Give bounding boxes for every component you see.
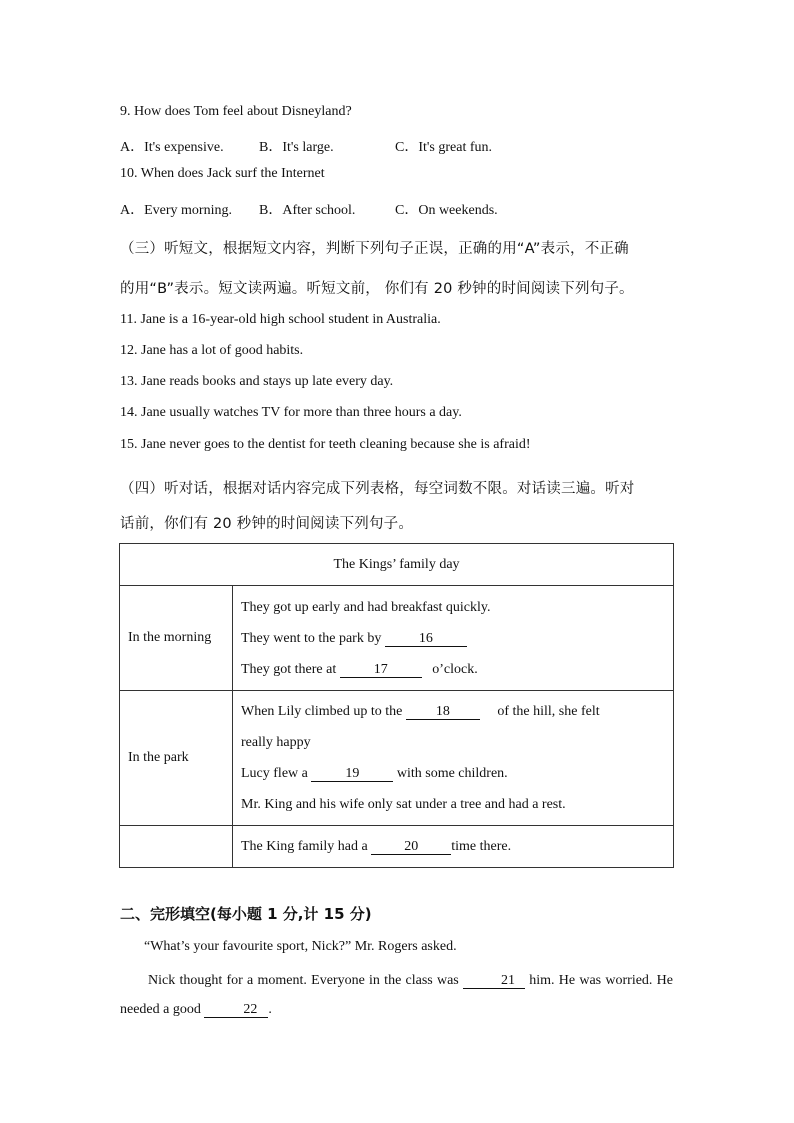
family-day-table [119, 543, 674, 868]
park-line-4: Mr. King and his wife only sat under a tree and had a rest. [241, 797, 566, 812]
option-b: B．After school. [259, 203, 356, 218]
blank-17[interactable]: 17 [340, 663, 422, 678]
morning-line-1: They got up early and had breakfast quickly. [241, 599, 491, 615]
option-c: C．On weekends. [395, 203, 498, 218]
park-line-3: Lucy flew a 19 with some children. [241, 766, 508, 781]
statement-11: 11. Jane is a 16-year-old high school student in Australia. [120, 312, 441, 327]
morning-line-2: They went to the park by 16 [241, 623, 673, 654]
morning-line-3: They got there at 17 o’clock. [241, 661, 478, 677]
blank-18[interactable]: 18 [406, 705, 480, 720]
row-label-morning: In the morning [120, 586, 233, 691]
morning-content [233, 586, 674, 691]
row-label-park: In the park [120, 691, 233, 826]
blank-21[interactable]: 21 [463, 974, 525, 989]
summary-content [233, 826, 674, 868]
blank-16[interactable]: 16 [385, 632, 467, 647]
statement-13: 13. Jane reads books and stays up late every day. [120, 374, 394, 389]
section-3-instruction-line-2: 的用“B”表示。短文读两遍。听短文前， 你们有 20 秒钟的时间阅读下列句子。 [120, 281, 634, 297]
part-2-heading: 二、完形填空(每小题 1 分,计 15 分) [120, 905, 372, 923]
blank-19[interactable]: 19 [311, 767, 393, 782]
park-line-2: really happy [241, 735, 311, 750]
summary-line: The King family had a 20 time there. [241, 839, 512, 854]
table-title: The Kings’ family day [120, 544, 674, 586]
park-content [233, 691, 674, 826]
statement-15: 15. Jane never goes to the dentist for teeth cleaning because she is afraid! [120, 437, 531, 452]
question-10: 10. When does Jack surf the Internet [120, 166, 325, 181]
option-a: A．Every morning. [120, 203, 232, 218]
section-4-instruction-line-2: 话前，你们有 20 秒钟的时间阅读下列句子。 [120, 516, 414, 532]
statement-14: 14. Jane usually watches TV for more than three hours a day. [120, 405, 462, 420]
section-4-instruction-line-1: （四）听对话，根据对话内容完成下列表格，每空词数不限。对话读三遍。听对 [120, 481, 635, 497]
blank-20[interactable]: 20 [371, 840, 451, 855]
cloze-paragraph-2: Nick thought for a moment. Everyone in the class was 21 him. He was worried. He needed a good 22 . [120, 973, 673, 1017]
section-3-instruction-line-1: （三）听短文，根据短文内容，判断下列句子正误，正确的用“A”表示，不正确 [120, 241, 629, 257]
blank-22[interactable]: 22 [204, 1003, 268, 1018]
cloze-line-1: “What’s your favourite sport, Nick?” Mr. Rogers asked. [144, 939, 457, 954]
question-10-options [120, 199, 498, 219]
option-c: C．It's great fun. [395, 140, 493, 155]
option-a: A．It's expensive. [120, 140, 224, 155]
statement-12: 12. Jane has a lot of good habits. [120, 343, 304, 358]
park-line-1: When Lily climbed up to the 18 of the hill, she felt [241, 704, 600, 719]
question-9-options [120, 136, 492, 156]
question-9: 9. How does Tom feel about Disneyland? [120, 104, 352, 119]
option-b: B．It's large. [259, 140, 334, 155]
row-label-empty [120, 826, 233, 868]
